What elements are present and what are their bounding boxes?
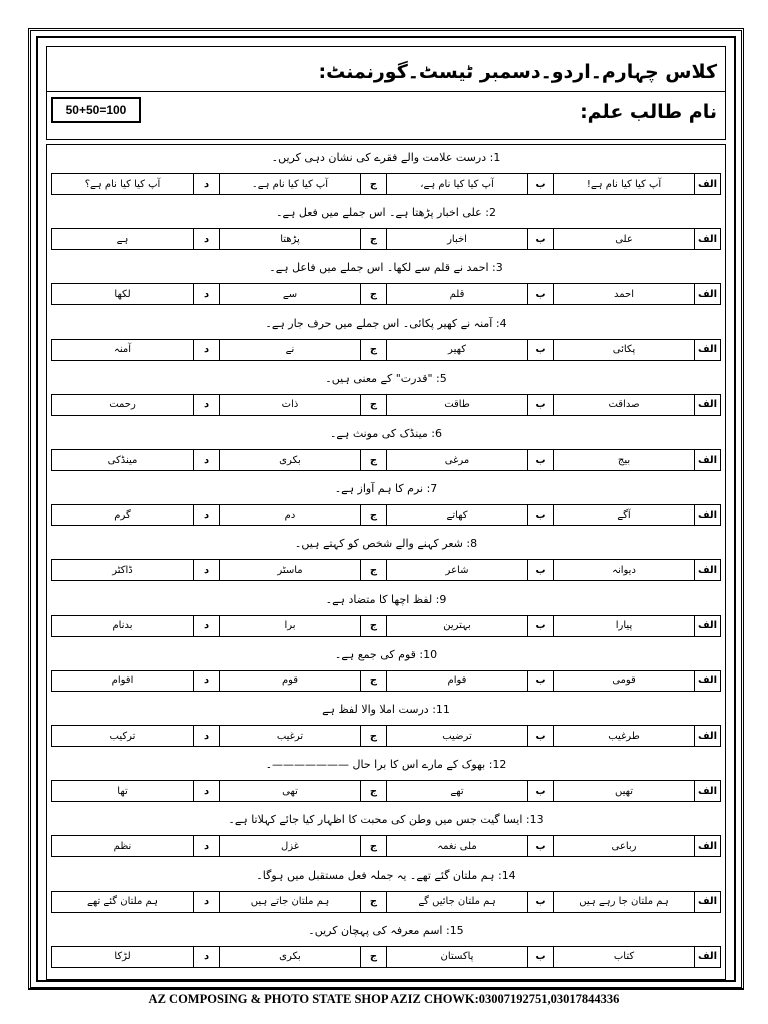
- option-label: ج: [360, 947, 386, 967]
- options-row: [51, 394, 721, 416]
- question-text: 13: ایسا گیت جس میں وطن کی محبت کا اظہار کیا جائے کہلاتا ہے۔: [228, 813, 544, 827]
- option-cell[interactable]: برا: [219, 616, 360, 636]
- option-label: د: [193, 726, 219, 746]
- option-label: الف: [694, 836, 720, 856]
- option-cell[interactable]: اقوام: [111, 675, 134, 687]
- option-label: د: [193, 836, 219, 856]
- option-label: الف: [694, 229, 720, 249]
- option-cell[interactable]: ہم ملتان جا رہے ہیں: [553, 892, 694, 912]
- option-cell[interactable]: ترضیب: [386, 726, 527, 746]
- option-label: ج: [360, 505, 386, 525]
- option-cell[interactable]: صداقت: [553, 395, 694, 415]
- option-cell[interactable]: آمنہ: [114, 344, 132, 356]
- option-cell[interactable]: پڑھتا: [219, 229, 360, 249]
- option-cell[interactable]: غزل: [219, 836, 360, 856]
- option-cell[interactable]: ماسٹر: [219, 560, 360, 580]
- option-label: الف: [694, 616, 720, 636]
- option-cell[interactable]: لڑکا: [114, 951, 131, 963]
- option-label: ج: [360, 229, 386, 249]
- option-cell[interactable]: ہم ملتان جائیں گے: [386, 892, 527, 912]
- student-name-label: نام طالب علم:: [580, 101, 717, 123]
- option-cell[interactable]: رحمت: [109, 399, 136, 411]
- option-cell[interactable]: ترغیب: [219, 726, 360, 746]
- question-block: [51, 535, 721, 587]
- question-text: 14: ہم ملتان گئے تھے۔ یہ جملہ فعل مستقبل میں ہوگا۔: [256, 868, 516, 882]
- question-block: [51, 315, 721, 367]
- options-row: [51, 228, 721, 250]
- option-label: د: [193, 340, 219, 360]
- options-row: [51, 946, 721, 968]
- question-text: 10: قوم کی جمع ہے۔: [334, 647, 438, 661]
- option-cell[interactable]: ہم ملتان گئے تھے: [87, 896, 159, 908]
- option-cell[interactable]: نے: [219, 340, 360, 360]
- option-label: ب: [527, 450, 553, 470]
- question-text: 2: علی اخبار پڑھتا ہے۔ اس جملے میں فعل ہے۔: [276, 206, 496, 220]
- options-row: [51, 283, 721, 305]
- option-label: ج: [360, 174, 386, 194]
- page-title: کلاس چہارم۔اردو۔دسمبر ٹیسٹ۔گورنمنٹ:: [318, 61, 717, 83]
- option-label: الف: [694, 174, 720, 194]
- options-row: [51, 615, 721, 637]
- worksheet: [46, 46, 726, 963]
- option-label: د: [193, 284, 219, 304]
- option-label: الف: [694, 671, 720, 691]
- option-label: ب: [527, 229, 553, 249]
- option-label: ب: [527, 836, 553, 856]
- option-label: د: [193, 781, 219, 801]
- option-label: الف: [694, 450, 720, 470]
- option-label: ب: [527, 395, 553, 415]
- option-label: الف: [694, 726, 720, 746]
- option-cell[interactable]: کتاب: [553, 947, 694, 967]
- option-cell[interactable]: قوم: [219, 671, 360, 691]
- footer-text: AZ COMPOSING & PHOTO STATE SHOP AZIZ CHOWK:03007192751,03017844336: [148, 992, 620, 1006]
- option-cell[interactable]: بکری: [219, 947, 360, 967]
- option-cell[interactable]: ڈاکٹر: [112, 564, 133, 576]
- option-label: ب: [527, 781, 553, 801]
- question-block: [51, 425, 721, 477]
- option-cell[interactable]: تھی: [219, 781, 360, 801]
- option-label: د: [193, 174, 219, 194]
- option-cell[interactable]: احمد: [553, 284, 694, 304]
- option-label: ج: [360, 616, 386, 636]
- question-text: 1: درست علامت والے فقرے کی نشان دہی کریں۔: [271, 151, 501, 164]
- options-row: [51, 835, 721, 857]
- option-cell[interactable]: بہترین: [386, 616, 527, 636]
- option-cell[interactable]: آگے: [553, 505, 694, 525]
- option-label: ب: [527, 560, 553, 580]
- option-cell[interactable]: گرم: [114, 509, 131, 521]
- options-row: [51, 725, 721, 747]
- option-label: د: [193, 560, 219, 580]
- question-text: 7: نرم کا ہم آواز ہے۔: [334, 482, 438, 496]
- question-text: 3: احمد نے قلم سے لکھا۔ اس جملے میں فاعل ہے۔: [269, 261, 503, 275]
- option-label: ب: [527, 174, 553, 194]
- option-cell[interactable]: اخبار: [386, 229, 527, 249]
- footer-divider: [28, 988, 744, 989]
- question-block: [51, 204, 721, 256]
- worksheet-header: [46, 46, 726, 140]
- option-cell[interactable]: علی: [553, 229, 694, 249]
- question-block: [51, 811, 721, 863]
- options-row: [51, 339, 721, 361]
- option-label: الف: [694, 947, 720, 967]
- option-label: ج: [360, 395, 386, 415]
- question-text: 9: لفظ اچھا کا متضاد ہے۔: [325, 592, 447, 606]
- option-label: ج: [360, 560, 386, 580]
- option-cell[interactable]: ترکیب: [109, 730, 136, 742]
- option-label: الف: [694, 284, 720, 304]
- option-cell[interactable]: شاعر: [386, 560, 527, 580]
- option-cell[interactable]: ہم ملتان جاتے ہیں: [219, 892, 360, 912]
- option-cell[interactable]: قوام: [386, 671, 527, 691]
- question-block: [51, 591, 721, 643]
- option-label: ب: [527, 947, 553, 967]
- option-cell[interactable]: رباعی: [553, 836, 694, 856]
- option-cell[interactable]: طرغیب: [553, 726, 694, 746]
- option-cell[interactable]: مرغی: [386, 450, 527, 470]
- option-label: ب: [527, 892, 553, 912]
- option-label: ج: [360, 284, 386, 304]
- option-label: ج: [360, 450, 386, 470]
- option-cell[interactable]: تھا: [117, 785, 128, 797]
- header-divider: [47, 91, 725, 92]
- option-label: د: [193, 616, 219, 636]
- option-cell[interactable]: تھے: [386, 781, 527, 801]
- option-cell[interactable]: دم: [219, 505, 360, 525]
- question-block: [51, 259, 721, 311]
- option-cell[interactable]: لکھا: [114, 288, 131, 300]
- question-block: [51, 370, 721, 422]
- option-label: د: [193, 450, 219, 470]
- question-text: 11: درست املا والا لفظ ہے: [322, 703, 450, 716]
- option-label: ب: [527, 616, 553, 636]
- option-label: د: [193, 229, 219, 249]
- option-cell[interactable]: آپ کیا کیا نام ہے!: [553, 174, 694, 194]
- option-cell[interactable]: ذات: [219, 395, 360, 415]
- option-cell[interactable]: آپ کیا کیا نام ہے؟: [84, 178, 161, 190]
- option-cell[interactable]: دیوانہ: [553, 560, 694, 580]
- option-label: الف: [694, 340, 720, 360]
- option-cell[interactable]: پیارا: [553, 616, 694, 636]
- option-cell[interactable]: بدنام: [112, 620, 133, 632]
- question-text: 8: شعر کہنے والے شخص کو کہتے ہیں۔: [294, 537, 478, 551]
- option-cell[interactable]: آپ کیا کیا نام ہے۔: [219, 174, 360, 194]
- option-cell[interactable]: تھیں: [553, 781, 694, 801]
- option-cell[interactable]: قلم: [386, 284, 527, 304]
- question-text: 5: "قدرت" کے معنی ہیں۔: [325, 371, 447, 385]
- option-label: ب: [527, 340, 553, 360]
- question-block: [51, 922, 721, 974]
- option-cell[interactable]: آپ کیا کیا نام ہے،: [386, 174, 527, 194]
- option-cell[interactable]: سے: [219, 284, 360, 304]
- question-block: [51, 867, 721, 919]
- option-cell[interactable]: قومی: [553, 671, 694, 691]
- option-label: الف: [694, 395, 720, 415]
- marks-box: 50+50=100: [51, 97, 141, 123]
- option-label: ج: [360, 726, 386, 746]
- option-label: د: [193, 395, 219, 415]
- option-label: ج: [360, 340, 386, 360]
- question-block: [51, 646, 721, 698]
- option-label: ج: [360, 836, 386, 856]
- question-text: 4: آمنہ نے کھیر پکائی۔ اس جملے میں حرف جار ہے۔: [265, 316, 507, 330]
- option-label: ب: [527, 505, 553, 525]
- option-cell[interactable]: مینڈکی: [107, 454, 138, 466]
- option-label: د: [193, 892, 219, 912]
- options-row: [51, 504, 721, 526]
- option-cell[interactable]: کھاتے: [386, 505, 527, 525]
- option-cell[interactable]: ملی نغمہ: [386, 836, 527, 856]
- question-text: 6: مینڈک کی مونث ہے۔: [329, 427, 443, 440]
- question-block: [51, 480, 721, 532]
- option-cell[interactable]: کھیر: [386, 340, 527, 360]
- option-label: ج: [360, 781, 386, 801]
- option-label: د: [193, 947, 219, 967]
- options-row: [51, 173, 721, 195]
- options-row: [51, 670, 721, 692]
- option-label: الف: [694, 892, 720, 912]
- question-block: [51, 701, 721, 753]
- question-text: 12: بھوک کے مارے اس کا برا حال ———————۔: [265, 758, 507, 772]
- option-label: د: [193, 505, 219, 525]
- option-label: ب: [527, 671, 553, 691]
- option-label: ب: [527, 726, 553, 746]
- option-label: ج: [360, 892, 386, 912]
- option-label: د: [193, 671, 219, 691]
- question-block: [51, 149, 721, 201]
- option-cell[interactable]: پاکستان: [386, 947, 527, 967]
- option-cell[interactable]: نظم: [113, 840, 132, 852]
- option-cell[interactable]: بیج: [553, 450, 694, 470]
- question-text: 15: اسم معرفہ کی پہچان کریں۔: [308, 923, 464, 937]
- option-label: ب: [527, 284, 553, 304]
- options-row: [51, 449, 721, 471]
- question-block: [51, 756, 721, 808]
- questions-section: [46, 144, 726, 980]
- option-label: الف: [694, 560, 720, 580]
- option-label: الف: [694, 781, 720, 801]
- option-label: الف: [694, 505, 720, 525]
- options-row: [51, 780, 721, 802]
- option-cell[interactable]: طاقت: [386, 395, 527, 415]
- option-cell[interactable]: ہے: [116, 233, 129, 245]
- options-row: [51, 559, 721, 581]
- option-cell[interactable]: بکری: [219, 450, 360, 470]
- option-label: ج: [360, 671, 386, 691]
- options-row: [51, 891, 721, 913]
- option-cell[interactable]: پکائی: [553, 340, 694, 360]
